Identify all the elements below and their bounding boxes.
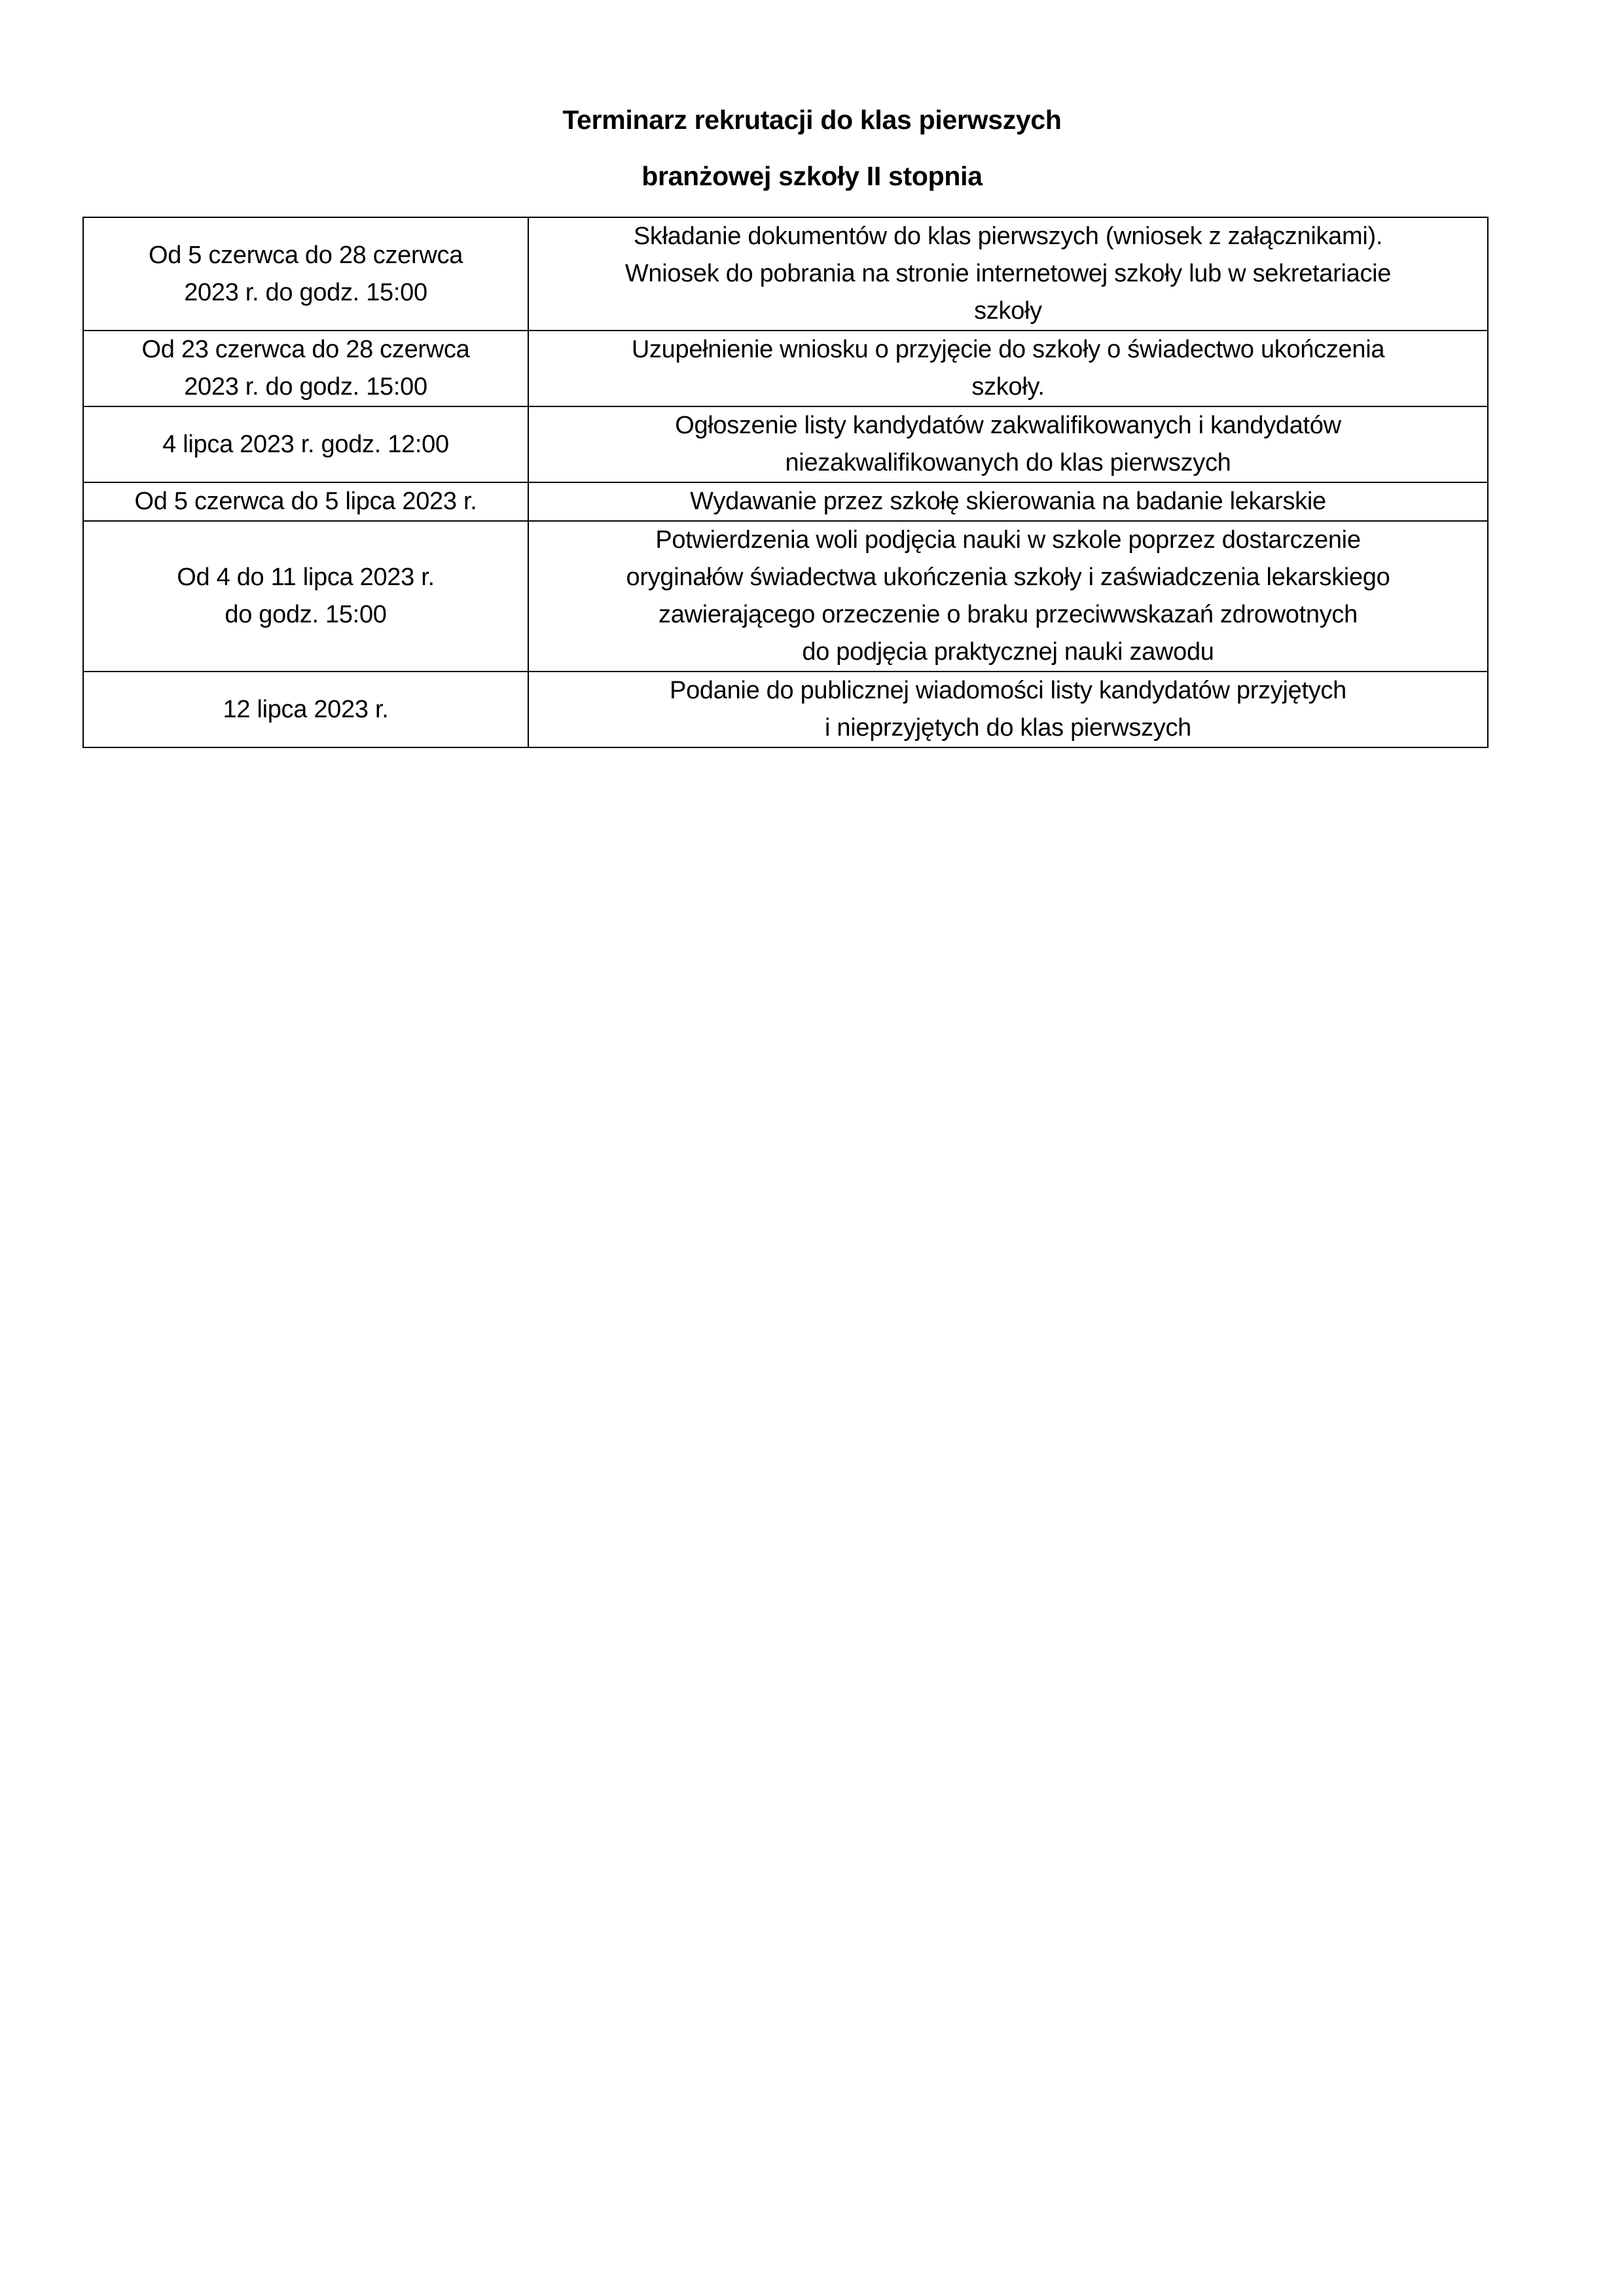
- activity-text: Podanie do publicznej wiadomości listy kandydatów przyjętych: [670, 677, 1346, 704]
- title-line-1: Terminarz rekrutacji do klas pierwszych: [562, 105, 1062, 135]
- date-text: 2023 r. do godz. 15:00: [184, 373, 427, 401]
- activity-text: Wniosek do pobrania na stronie internetowej szkoły lub w sekretariacie: [624, 260, 1392, 287]
- date-cell: [83, 331, 528, 406]
- date-text: 4 lipca 2023 r. godz. 12:00: [162, 430, 449, 458]
- table-row: [83, 672, 1488, 747]
- date-text: do godz. 15:00: [225, 601, 387, 628]
- document-title: [0, 92, 1624, 204]
- activity-text: oryginałów świadectwa ukończenia szkoły i zaświadczenia lekarskiego: [626, 564, 1390, 591]
- recruitment-schedule-table: [82, 217, 1489, 748]
- date-cell: [83, 217, 528, 331]
- activity-text: Składanie dokumentów do klas pierwszych (wniosek z załącznikami).: [633, 223, 1383, 250]
- date-text: Od 4 do 11 lipca 2023 r.: [177, 564, 435, 591]
- date-cell: [83, 482, 528, 521]
- table-row: [83, 331, 1488, 406]
- activity-text: Uzupełnienie wniosku o przyjęcie do szkoły o świadectwo ukończenia: [631, 336, 1385, 363]
- activity-cell: [528, 406, 1488, 482]
- activity-text: Potwierdzenia woli podjęcia nauki w szkole poprzez dostarczenie: [655, 526, 1361, 554]
- table-row: [83, 521, 1488, 672]
- activity-text: Ogłoszenie listy kandydatów zakwalifikowanych i kandydatów: [675, 412, 1341, 439]
- activity-cell: [528, 331, 1488, 406]
- table-row: [83, 217, 1488, 331]
- date-cell: [83, 672, 528, 747]
- date-cell: [83, 521, 528, 672]
- activity-cell: [528, 482, 1488, 521]
- date-cell: [83, 406, 528, 482]
- date-text: Od 5 czerwca do 5 lipca 2023 r.: [134, 488, 477, 515]
- title-line-2: branżowej szkoły II stopnia: [641, 161, 983, 191]
- activity-cell: [528, 521, 1488, 672]
- activity-text: i nieprzyjętych do klas pierwszych: [824, 714, 1192, 742]
- activity-cell: [528, 217, 1488, 331]
- activity-text: do podjęcia praktycznej nauki zawodu: [802, 638, 1214, 666]
- activity-text: szkoły: [974, 297, 1042, 325]
- date-text: Od 5 czerwca do 28 czerwca: [148, 241, 463, 269]
- activity-text: zawierającego orzeczenie o braku przeciwwskazań zdrowotnych: [659, 601, 1358, 628]
- date-text: 2023 r. do godz. 15:00: [184, 278, 427, 306]
- date-text: 12 lipca 2023 r.: [223, 695, 389, 723]
- table-row: [83, 482, 1488, 521]
- date-text: Od 23 czerwca do 28 czerwca: [141, 336, 470, 363]
- activity-cell: [528, 672, 1488, 747]
- activity-text: szkoły.: [971, 373, 1045, 401]
- activity-text: Wydawanie przez szkołę skierowania na badanie lekarskie: [690, 488, 1326, 515]
- table-row: [83, 406, 1488, 482]
- activity-text: niezakwalifikowanych do klas pierwszych: [785, 449, 1231, 476]
